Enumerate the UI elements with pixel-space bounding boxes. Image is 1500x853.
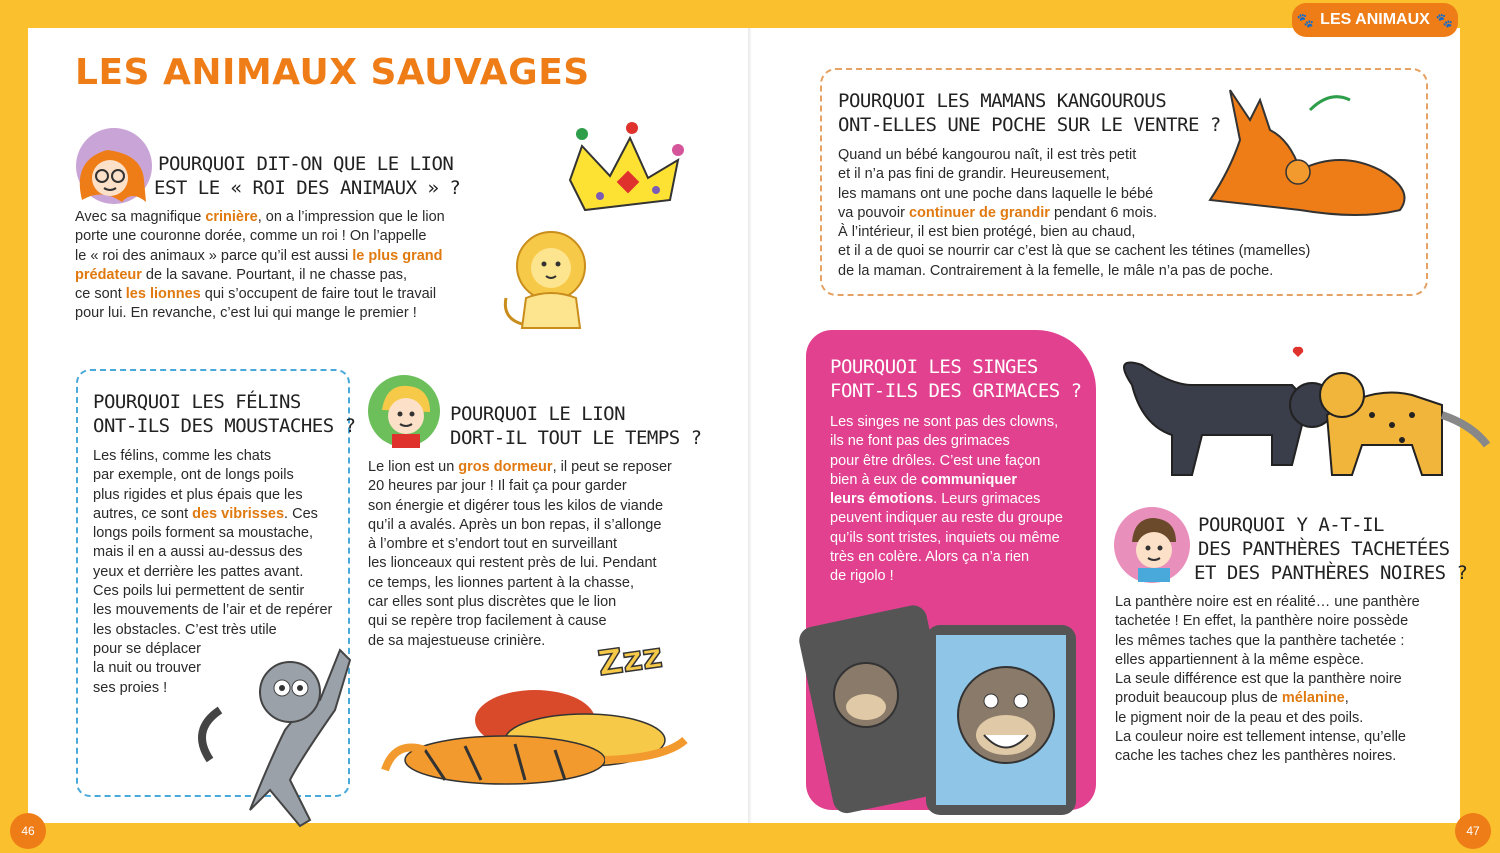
question-singes: POURQUOI LES SINGES FONT-ILS DES GRIMACES ? [830,356,1082,402]
answer-line [93,466,338,485]
answer-line [830,452,1090,471]
answer-text: . Ces [284,505,318,522]
highlight-term: le plus grand [352,247,443,264]
answer-text: les mouvements de l’air et de repérer [93,602,333,619]
answer-text: produit beaucoup plus de [1115,690,1282,707]
answer-text: la nuit ou trouver [93,660,202,677]
answer-line [75,227,495,246]
answer-text: Le lion est un [368,459,459,475]
answer-text: , il peut se reposer [552,459,672,475]
answer-line [368,497,698,516]
answer-text: qui s’occupent de faire tout le travail [200,286,437,303]
question-lion-king: POURQUOI DIT-ON QUE LE LION EST LE « ROI DES ANIMAUX » ? [154,153,461,199]
highlight-term: continuer de grandir [908,204,1050,221]
answer-text: qui se repère trop facilement à cause [368,613,607,630]
answer-line [838,223,1398,242]
answer-line [93,601,338,620]
answer-line [93,563,338,582]
answer-text: , on a l’impression que le lion [257,209,445,225]
highlight-term: leurs émotions [830,491,934,508]
answer-text: La seule différence est que la panthère noire [1115,671,1402,688]
answer-text: longs poils forment sa moustache, [93,525,314,542]
answer-text: tachetée ! En effet, la panthère noire possède [1115,613,1409,630]
answer-text: , [1344,690,1349,707]
boy-face-icon [372,380,436,450]
answer-text: plus rigides et plus épais que les [93,486,303,503]
boy2-face-icon [1118,512,1188,584]
answer-text: La couleur noire est tellement intense, qu’elle [1115,729,1406,746]
highlight-term: des vibrisses [192,505,285,522]
answer-line [75,304,495,323]
answer-text: Quand un bébé kangourou naît, il est très petit [838,147,1137,163]
answer-line [93,447,338,466]
answer-line [838,242,1398,261]
answer-text: ce sont [75,286,126,303]
answer-text: ce temps, les lionnes partent à la chasse, [368,574,634,591]
page-number-right: 47 [1455,813,1491,849]
answer-text: pendant 6 mois. [1049,204,1158,221]
answer-line [75,266,495,285]
girl-face-icon [62,140,158,210]
lion-sitting-icon [496,228,606,336]
answer-text: pour se déplacer [93,640,202,657]
answer-line [830,529,1090,548]
answer-text: qu’ils sont tristes, inquiets ou même [830,529,1060,546]
highlight-term: gros dormeur [458,459,553,475]
kangaroo-icon [1200,80,1420,220]
answer-text: de rigolo ! [830,568,894,585]
answer-lion-king [75,208,495,324]
answer-text: et il a de quoi se nourrir car c’est là que se cachent les tétines (mamelles) [838,243,1311,260]
answer-line [830,471,1090,490]
answer-text: cache les taches chez les panthères noires. [1115,748,1397,765]
answer-text: porte une couronne dorée, comme un roi ! On l’appelle [75,228,427,245]
question-sleep: POURQUOI LE LION DORT-IL TOUT LE TEMPS ? [450,403,702,449]
answer-text: bien à eux de [830,471,922,488]
answer-line [1115,689,1455,708]
answer-line [368,574,698,593]
answer-line [1115,632,1455,651]
answer-line [830,490,1090,509]
answer-line [830,432,1090,451]
answer-line [93,524,338,543]
answer-line [368,458,698,477]
answer-text: les lionceaux qui restent près de lui. Pendant [368,555,657,572]
answer-text: ses proies ! [93,679,168,696]
answer-text: très en colère. Alors ça n’a rien [830,549,1030,566]
monkeys-selfie-icon [806,575,1096,810]
answer-line [1115,612,1455,631]
answer-text: pour lui. En revanche, c’est lui qui mange le premier ! [75,305,417,322]
zzz-label: Zzz [595,635,665,685]
question-kangourou: POURQUOI LES MAMANS KANGOUROUS ONT-ELLES UNE POCHE SUR LE VENTRE ? [838,90,1221,136]
answer-text: à l’ombre et s’endort tout en surveillant [368,536,618,553]
answer-line [830,548,1090,567]
answer-text: car elles sont plus discrètes que le lion [368,594,617,611]
answer-line [368,593,698,612]
answer-singes [830,413,1090,587]
answer-line [368,535,698,554]
answer-text: ils ne font pas des grimaces [830,433,1010,450]
answer-line [1115,593,1455,612]
answer-text: de la savane. Pourtant, il ne chasse pas, [141,266,408,283]
answer-line [368,516,698,535]
answer-pantheres [1115,593,1455,767]
answer-line [93,543,338,562]
page-number-left: 46 [10,813,46,849]
answer-line [368,612,698,631]
answer-text: Les félins, comme les chats [93,448,272,464]
answer-text: peuvent indiquer au reste du groupe [830,510,1063,527]
answer-text: son énergie et digérer tous les kilos de viande [368,497,664,514]
highlight-term: communiquer [921,471,1017,488]
answer-text: les obstacles. C’est très utile [93,621,277,638]
answer-text: 20 heures par jour ! Il fait ça pour garder [368,478,627,495]
answer-text: Avec sa magnifique [75,209,206,225]
book-gutter [748,28,752,823]
answer-line [1115,728,1455,747]
answer-text: le « roi des animaux » parce qu’il est aussi [75,247,353,264]
paw-icon: 🐾 [1435,11,1454,28]
answer-line [93,582,338,601]
highlight-term: crinière [205,209,258,225]
question-felins: POURQUOI LES FÉLINS ONT-ILS DES MOUSTACHES ? [93,391,356,437]
sleeping-lion-tiger-icon [385,680,690,795]
answer-line [75,208,495,227]
section-tab[interactable] [1292,3,1458,37]
answer-text: mais il en a aussi au-dessus des [93,544,303,561]
paw-icon: 🐾 [1296,11,1315,28]
answer-line [368,477,698,496]
answer-text: . Leurs grimaces [933,491,1041,508]
answer-text: va pouvoir [838,204,909,221]
question-pantheres: POURQUOI Y A-T-IL DES PANTHÈRES TACHETÉES ET DES PANTHÈRES NOIRES ? [1194,514,1468,584]
answer-line [1115,709,1455,728]
answer-text: les mamans ont une poche dans laquelle le bébé [838,185,1154,202]
panthers-icon [1112,345,1492,485]
section-tab-label: LES ANIMAUX [1320,11,1430,28]
grey-cat-icon [190,640,355,830]
crown-icon [560,120,690,230]
answer-text: de la maman. Contrairement à la femelle, le mâle n’a pas de poche. [838,262,1274,279]
highlight-term: mélanine [1281,690,1345,707]
answer-text: par exemple, ont de longs poils [93,467,294,484]
answer-text: et il n’a pas fini de grandir. Heureusement, [838,166,1110,183]
answer-text: elles appartiennent à la même espèce. [1115,651,1365,668]
answer-text: Ces poils lui permettent de sentir [93,583,305,600]
answer-line [830,509,1090,528]
answer-line [368,554,698,573]
answer-text: qu’il a avalés. Après un bon repas, il s’allonge [368,516,662,533]
answer-line [75,285,495,304]
answer-text: Les singes ne sont pas des clowns, [830,414,1059,430]
answer-text: yeux et derrière les pattes avant. [93,563,304,580]
answer-text: de sa majestueuse crinière. [368,632,546,649]
answer-line [1115,651,1455,670]
answer-line [838,262,1398,281]
answer-text: La panthère noire est en réalité… une panthère [1115,594,1420,610]
page-title: LES ANIMAUX SAUVAGES [75,52,590,93]
answer-line [1115,670,1455,689]
answer-line [830,413,1090,432]
highlight-term: les lionnes [125,286,201,303]
answer-line [93,621,338,640]
answer-line [75,247,495,266]
answer-line [93,486,338,505]
answer-text: autres, ce sont [93,505,193,522]
answer-line [93,505,338,524]
answer-line [1115,747,1455,766]
answer-text: pour être drôles. C’est une façon [830,452,1041,469]
answer-sleep [368,458,698,651]
answer-text: le pigment noir de la peau et des poils. [1115,709,1364,726]
answer-text: À l’intérieur, il est bien protégé, bien au chaud, [838,224,1136,241]
answer-text: les mêmes taches que la panthère tachetée : [1115,632,1405,649]
highlight-term: prédateur [75,266,142,283]
